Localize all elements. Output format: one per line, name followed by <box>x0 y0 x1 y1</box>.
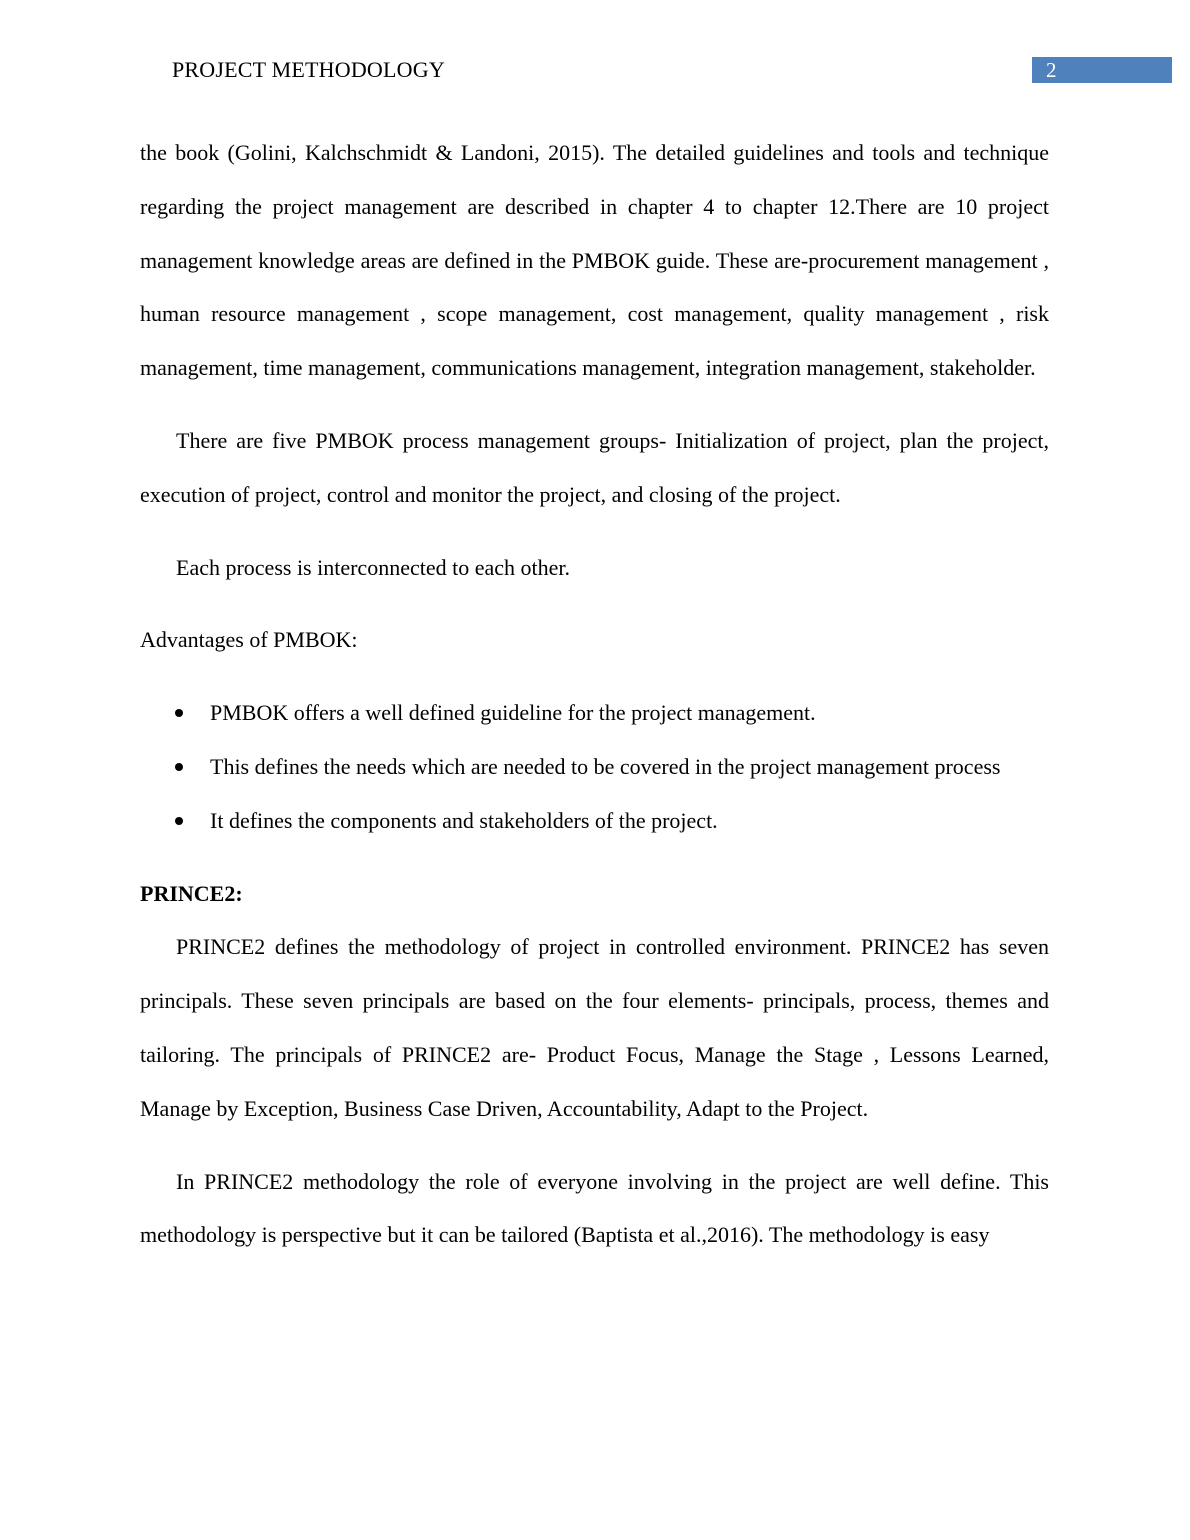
paragraph-1-rest: technique regarding the project management are described in chapter 4 to chapter 12.There are 10 project management knowledge areas are defined in the PMBOK guide. These are-procurement management , human resource management , scope management, cost management, quality management , risk management, time management, communications management, integration management, stakeholder. <box>140 140 1049 381</box>
paragraph-1 <box>140 126 1049 395</box>
bullet-icon <box>175 709 183 717</box>
list-item <box>140 794 1049 848</box>
list-item-text: This defines the needs which are needed to be covered in the project management process <box>210 753 1001 779</box>
list-item <box>140 686 1049 740</box>
list-item-text: PMBOK offers a well defined guideline for the project management. <box>210 700 816 726</box>
paragraph-prince2-roles: In PRINCE2 methodology the role of everyone involving in the project are well define. This methodology is perspective but it can be tailored (Baptista et al.,2016). The methodology is easy <box>140 1168 1049 1248</box>
page-number: 2 <box>1032 57 1172 83</box>
document-body <box>140 126 1049 1262</box>
running-head: PROJECT METHODOLOGY <box>172 57 445 82</box>
list-item <box>140 740 1049 794</box>
bullet-icon <box>175 763 183 771</box>
prince2-heading: PRINCE2: <box>140 880 243 906</box>
paragraph-process-groups: There are five PMBOK process management groups- Initialization of project, plan the project, execution of project, control and monitor the project, and closing of the project. <box>140 427 1049 507</box>
paragraph-prince2-principals: PRINCE2 defines the methodology of project in controlled environment. PRINCE2 has seven principals. These seven principals are based on the four elements- principals, process, themes and tailoring. The principals of PRINCE2 are- Product Focus, Manage the Stage , Lessons Learned, Manage by Exception, Business Case Driven, Accountability, Adapt to the Project. <box>140 934 1049 1121</box>
advantages-heading: Advantages of PMBOK: <box>140 627 358 653</box>
list-item-text: It defines the components and stakeholders of the project. <box>210 807 718 833</box>
paragraph-interconnected: Each process is interconnected to each other. <box>176 554 571 580</box>
advantages-list <box>140 686 1049 847</box>
paragraph-1-line-1: the book (Golini, Kalchschmidt & Landoni, 2015). The detailed guidelines and tools and <box>140 140 956 165</box>
bullet-icon <box>175 817 183 825</box>
